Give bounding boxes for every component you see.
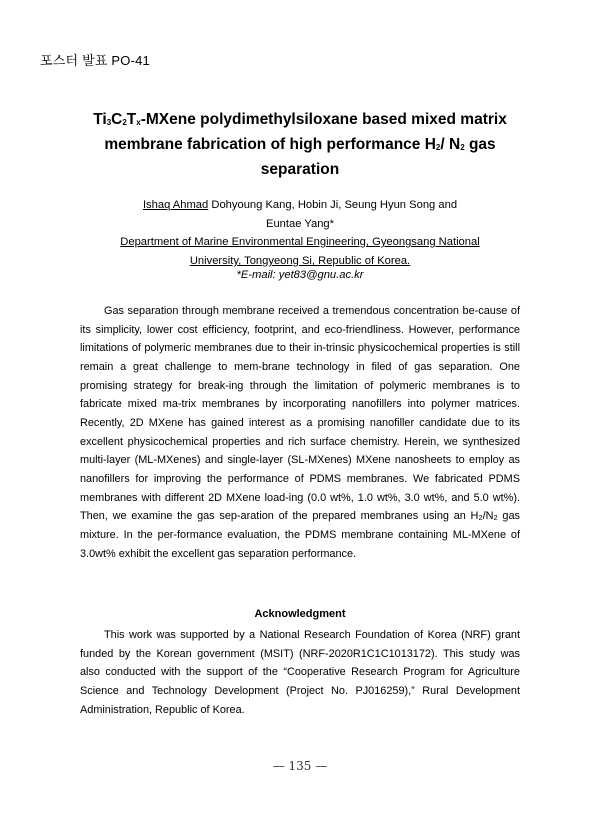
presenting-author: Ishaq Ahmad [142,199,209,211]
title-line2-a: membrane fabrication of high performance H [104,136,436,153]
title-formula-sub-x: x [136,118,141,127]
title-line2-sub1: 2 [435,143,441,152]
acknowledgment-body [80,626,520,719]
acknowledgment-paragraph: This work was supported by a National Research Foundation of Korea (NRF) grant funded by the Korean government (MSIT) (NRF-2020R1C1C1013172). This study was also conducted with the support of the “Cooperative Research Program for Agriculture Science and Technology Development (Project No. PJ016259),” Rural Development Administration, Republic of Korea. [80,629,520,716]
title-formula-ti: Ti [93,111,107,128]
title-line2-b: / N [440,136,461,153]
abstract-text-b: /N [482,510,494,523]
affiliation [90,233,510,271]
title-formula-sub-3: 3 [106,118,112,127]
acknowledgment-heading: Acknowledgment [254,608,346,620]
abstract-text-a: Gas separation through membrane received a tremendous concentration be-cause of its simplicity, lower cost efficiency, footprint, and eco-friendliness. However, performance limitations of polymeric membranes due to their in-trinsic physicochemical properties is still remain a great challenge to mem-brane technology in filed of gas separation. One promising strategy for break-ing through the limitation of polymeric membranes is to fabricate mixed ma-trix membranes by incorporating nanofillers into polymer matrices. Recently, 2D MXene has gained interest as a promising nanofiller candidate due to its excellent physicochemical properties and rich surface chemistry. Herein, we synthesized multi-layer (ML-MXenes) and single-layer (SL-MXenes) MXene nanosheets to employ as nanofillers for improving the performance of PDMS membranes. We fabricated PDMS membranes with different 2D MXene load-ing (0.0 wt%, 1.0 wt%, 3.0 wt%, and 5.0 wt%). Then, we examine the gas sep-aration of the prepared membranes using an H [80,305,520,523]
session-label: 포스터 발표 PO-41 [40,53,150,68]
abstract-text-c: gas mixture. In the per-formance evaluation, the PDMS membrane containing ML-MXene of 3.0wt% exhibit the excellent gas separation performance. [80,510,520,560]
author-list [100,196,500,234]
affiliation-line2: University, Tongyeong Si, Republic of Korea. [189,255,411,267]
title-formula-sub-2: 2 [122,118,127,127]
abstract-paragraph [80,302,520,563]
paper-title [80,107,520,182]
abstract-body [80,302,520,563]
contact-email: *E-mail: yet83@gnu.ac.kr [236,269,364,281]
title-line2-c: gas [464,136,496,153]
title-line1-rest: -MXene polydimethylsiloxane based mixed matrix [140,111,507,128]
title-formula-t: T [126,111,137,128]
affiliation-line1: Department of Marine Environmental Engineering, Gyeongsang National [120,236,480,248]
abstract-sub-h2: 2 [478,513,483,523]
title-line3: separation [260,161,340,178]
coauthors-line2: Euntae Yang* [265,218,334,230]
title-line2-sub2: 2 [460,143,465,152]
page-number: — 135 — [272,759,328,773]
coauthors-line1: Dohyoung Kang, Hobin Ji, Seung Hyun Song and [208,199,458,211]
abstract-sub-n2: 2 [493,513,498,523]
title-formula-c: C [111,111,123,128]
